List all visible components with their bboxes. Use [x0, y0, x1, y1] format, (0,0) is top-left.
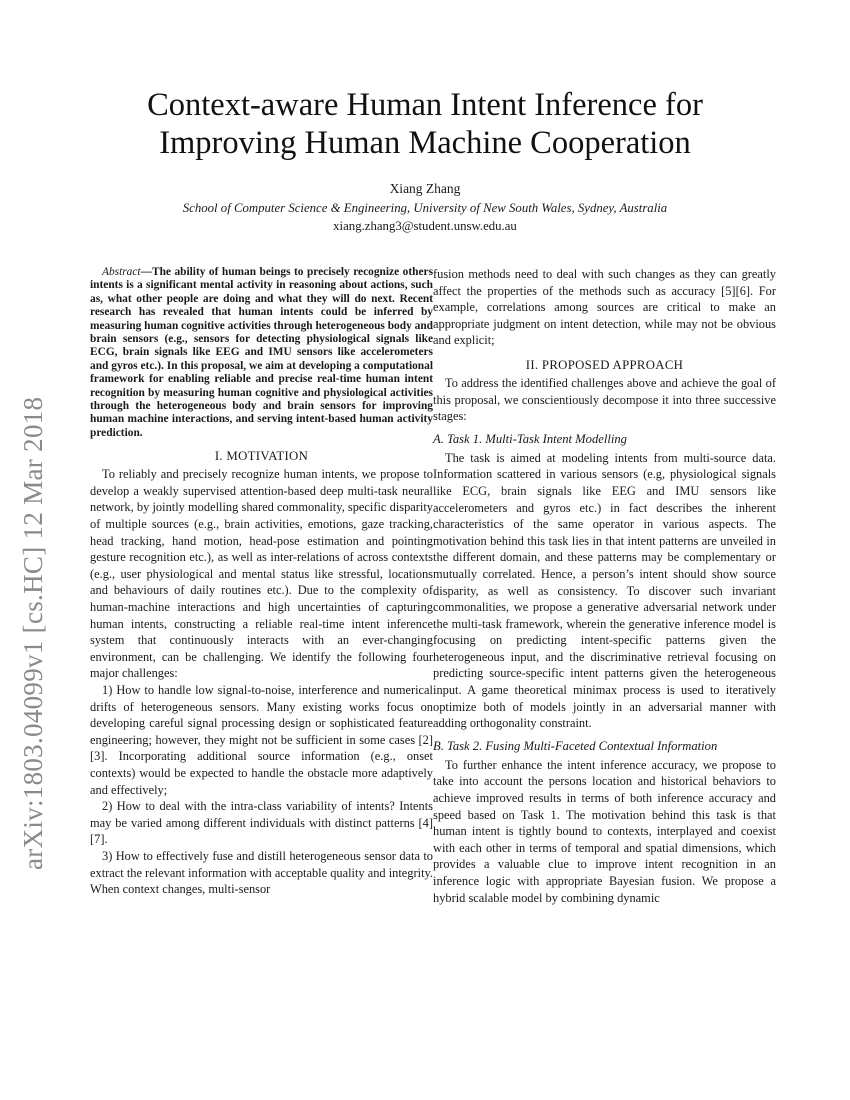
abstract-label: Abstract: [102, 266, 141, 278]
section-heading-motivation: I. MOTIVATION: [214, 449, 309, 464]
author-email: xiang.zhang3@student.unsw.edu.au: [333, 219, 517, 233]
task-1-paragraph: The task is aimed at modeling intents from multi-source data. Information scattered in various sensors (e.g, physiological signals like ECG, brain signals like EEG and IMU sensors like accelerometers and gyros etc.) in fact describes the inherent characteristics of the same operator in various aspects. The motivation behind this task lies in that intent patterns are unveiled in the different domain, and these patterns may be complementary or mutually correlated. Hence, a person’s intent should show source disparity, as well as consistency. To discover such invariant commonalities, we propose a generative adversarial network under the multi-task framework, wherein the generative inference model is focusing on predicting intent-specific patterns given the heterogeneous input, and the discriminative retrieval focusing on predicting source-specific intent patterns given the heterogeneous input. A game theoretical minimax process is used to iteratively optimize both of models jointly in an adversarial manner with adding orthogonality constraint.: [433, 450, 776, 731]
approach-intro-paragraph: To address the identified challenges above and achieve the goal of this proposal, we conscientiously decompose it into three successive stages:: [433, 375, 776, 424]
motivation-intro-paragraph: To reliably and precisely recognize human intents, we propose to develop a weakly supervised attention-based deep multi-task neural network, by jointly modelling shared commonality, specific disparity of multiple sources (e.g., brain activities, emotions, gaze tracking, head tracking, hand motion, head-pose estimation and pointing gesture recognition etc.), as well as inter-relations of across contexts (e.g., user physiological and mental status like stressful, locations and behaviours of daily routines etc.). Due to the complexity of human-machine interactions and high uncertainties of capturing human intents, constructing a reliable real-time intent inference system that continuously interacts with an ever-changing environment, can be challenging. We identify the following four major challenges:: [90, 467, 433, 681]
left-column: [90, 266, 433, 898]
challenge-item-1: 1) How to handle low signal-to-noise, interference and numerical drifts of heterogeneous sensors. Many existing works focus on developing careful signal processing design or sophisticated feature engineering; however, they might not be sufficient in some cases [2][3]. Incorporating additional source information (e.g., onset contexts) would be expected to handle the obstacle more adaptively and effectively;: [90, 683, 433, 797]
arxiv-identifier-stamp: arXiv:1803.04099v1 [cs.HC] 12 Mar 2018: [18, 396, 48, 870]
abstract: [90, 266, 433, 440]
title-line-1: Context-aware Human Intent Inference for: [147, 87, 703, 123]
title-line-2: Improving Human Machine Cooperation: [159, 125, 691, 161]
author-affiliation: School of Computer Science & Engineering, University of New South Wales, Sydney, Australia: [182, 201, 668, 215]
challenge-item-3: 3) How to effectively fuse and distill heterogeneous sensor data to extract the relevant information with acceptable quality and integrity. When context changes, multi-sensor: [90, 848, 433, 897]
author-name: Xiang Zhang: [389, 181, 461, 196]
task-2-paragraph: To further enhance the intent inference accuracy, we propose to take into account the persons location and historical behaviors to achieve improved results in terms of both inference accuracy and speed based on Task 1. The motivation behind this task is that human intent is tightly bound to contexts, interplayed and coexist with each other in terms of temporal and spatial dimensions, which provides a valuable clue to improve intent recognition in an inference logic with appropriate Bayesian fusion. We propose a hybrid scalable model by combining dynamic: [433, 757, 776, 905]
challenge-item-2: 2) How to deal with the intra-class variability of intents? Intents may be varied among different individuals with distinct patterns [4][7].: [90, 799, 433, 847]
right-column: [433, 266, 776, 906]
subsection-heading-task-2: B. Task 2. Fusing Multi-Faceted Contextual Information: [433, 738, 718, 753]
paper-title: [60, 86, 790, 162]
subsection-heading-task-1: A. Task 1. Multi-Task Intent Modelling: [433, 431, 627, 446]
challenge-3-continuation: fusion methods need to deal with such changes as they can greatly affect the properties of the methods such as accuracy [5][6]. For example, correlations among sources are critical to make an appropriate judgment on intent detection, while may not be obvious and explicit;: [433, 267, 776, 348]
section-heading-proposed-approach: II. PROPOSED APPROACH: [525, 357, 684, 372]
abstract-text: —The ability of human beings to precisely recognize others intents is a significant mental activity in reasoning about actions, such as, what other people are doing and what they will do next. Recent research has revealed that human intents could be inferred by measuring human cognitive activities through heterogeneous body and brain sensors (e.g., sensors for detecting physiological signals like ECG, brain signals like EEG and IMU sensors like accelerometers and gyros etc.). In this proposal, we aim at developing a computational framework for enabling reliable and precise real-time human intent recognition by measuring human cognitive and physiological activities through the heterogeneous body and brain sensors for improving human machine interactions, and serving intent-based human activity prediction.: [90, 266, 433, 439]
